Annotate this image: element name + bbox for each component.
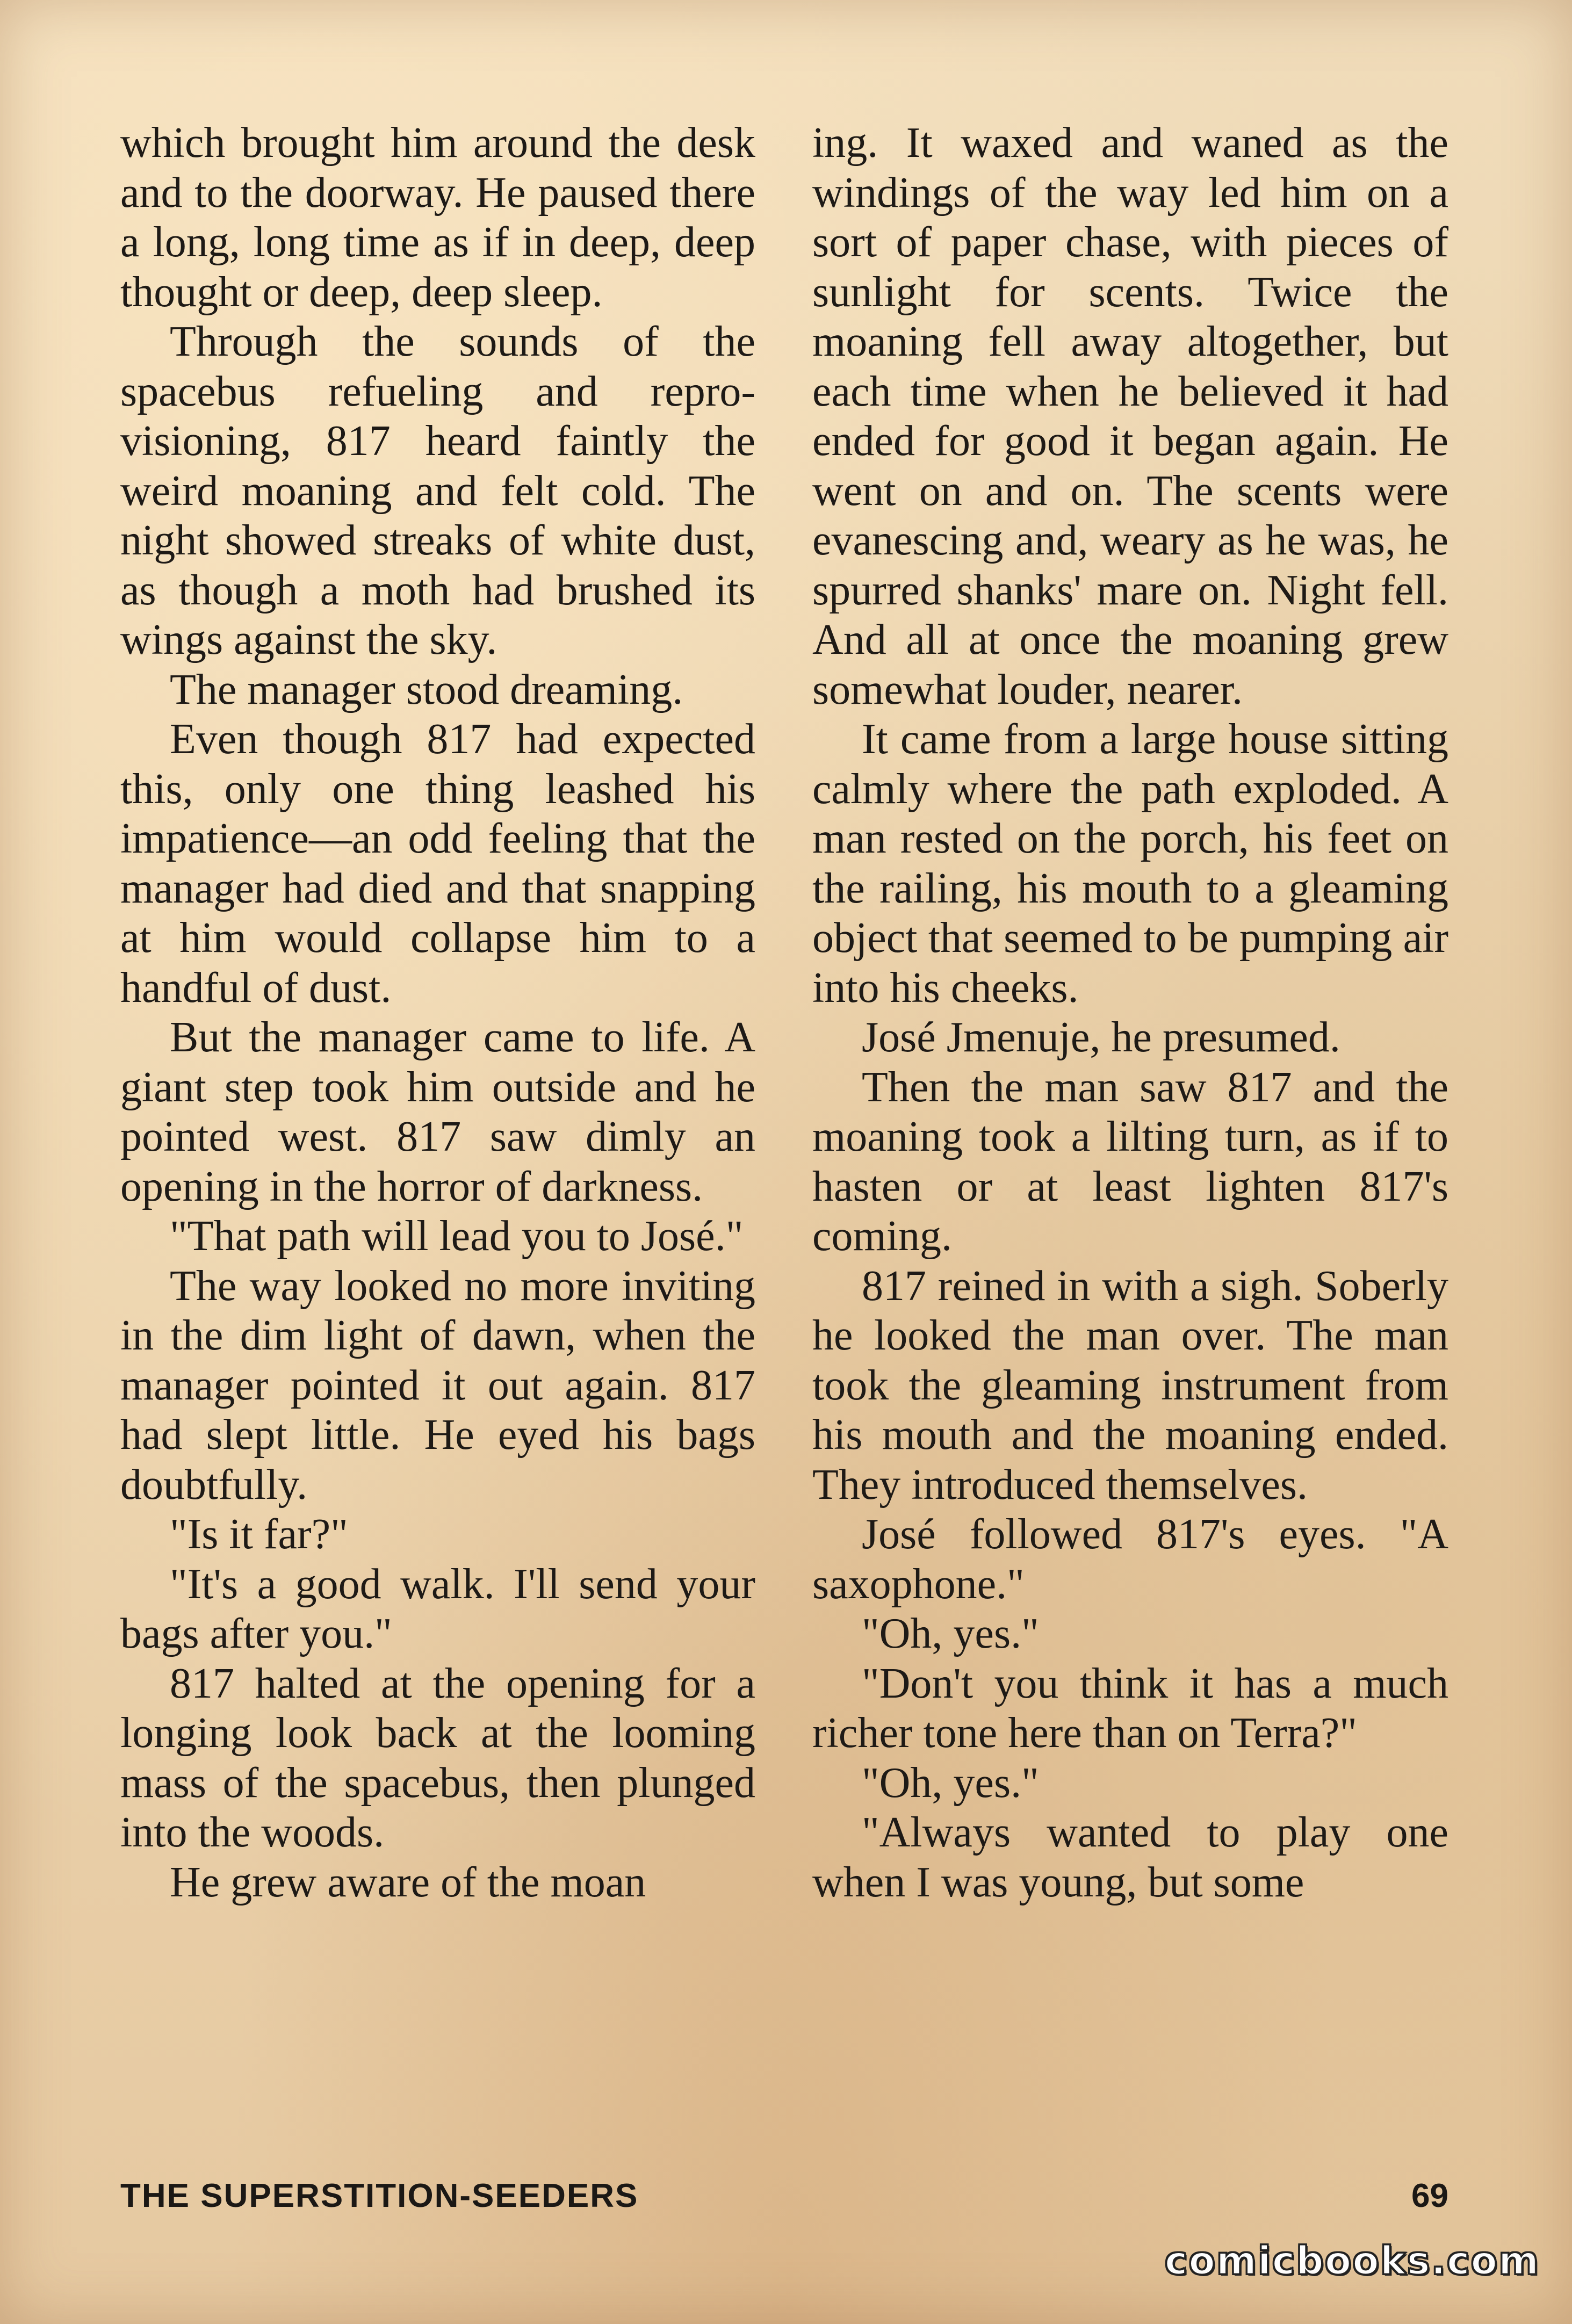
site-watermark: comicbooks.com <box>1164 2238 1540 2283</box>
paragraph: José Jmenuje, he presumed. <box>862 1014 1340 1061</box>
page-number: 69 <box>1411 2177 1448 2214</box>
page-footer <box>120 2177 1448 2231</box>
paragraph: It came from a large house sitting calmly where the path exploded. A man rested on the porch, his feet on the railing, his mouth to a gleaming object that seemed to be pumping air into his cheeks. <box>812 716 1448 1012</box>
paragraph: Then the man saw 817 and the moaning took a lilting turn, as if to hasten or at least lighten 817's coming. <box>812 1063 1448 1260</box>
paragraph: "Always wanted to play one when I was young, but some <box>812 1809 1448 1906</box>
paragraph: The way looked no more inviting in the dim light of dawn, when the manager pointed it out again. 817 had slept little. He eyed his bags doubtfully. <box>120 1262 755 1509</box>
paragraph: But the manager came to life. A giant step took him outside and he pointed west. 817 saw dimly an opening in the horror of darkness. <box>120 1014 755 1210</box>
paragraph: He grew aware of the moan <box>170 1858 646 1906</box>
paragraph: Even though 817 had expected this, only one thing leashed his impatience—an odd feeling that the manager had died and that snapping at him would collapse him to a handful of dust. <box>120 716 755 1012</box>
paragraph: "Oh, yes." <box>862 1759 1039 1807</box>
right-text-column <box>812 118 1448 1907</box>
paragraph: "It's a good walk. I'll send your bags after you." <box>120 1560 755 1657</box>
paragraph: José followed 817's eyes. "A saxophone." <box>812 1511 1448 1608</box>
paragraph: ing. It waxed and waned as the windings of the way led him on a sort of paper chase, with pieces of sunlight for scents. Twice the moaning fell away altogether, but each time when he believed it had ended for good it began again. He went on and on. The scents were evanescing and, weary as he was, he spurred shanks' mare on. Night fell. And all at once the moaning grew somewhat louder, nearer. <box>812 119 1448 713</box>
paragraph: Through the sounds of the spacebus refueling and reprovisioning, 817 heard faintly the weird moaning and felt cold. The night showed streaks of white dust, as though a moth had brushed its wings against the sky. <box>120 318 755 663</box>
paragraph: "Don't you think it has a much richer tone here than on Terra?" <box>812 1659 1448 1757</box>
paragraph: 817 reined in with a sigh. Soberly he looked the man over. The man took the gleaming instrument from his mouth and the moaning ended. They introduced themselves. <box>812 1262 1448 1509</box>
paragraph: "Oh, yes." <box>862 1610 1039 1657</box>
paragraph: "Is it far?" <box>170 1511 348 1558</box>
paragraph: 817 halted at the opening for a longing look back at the looming mass of the spacebus, then plunged into the woods. <box>120 1659 755 1856</box>
running-title: THE SUPERSTITION-SEEDERS <box>120 2177 639 2214</box>
paragraph: "That path will lead you to José." <box>170 1212 744 1260</box>
paragraph: The manager stood dreaming. <box>170 666 683 713</box>
left-text-column <box>120 118 755 1907</box>
paragraph: which brought him around the desk and to the doorway. He paused there a long, long time as if in deep, deep thought or deep, deep sleep. <box>120 119 755 316</box>
